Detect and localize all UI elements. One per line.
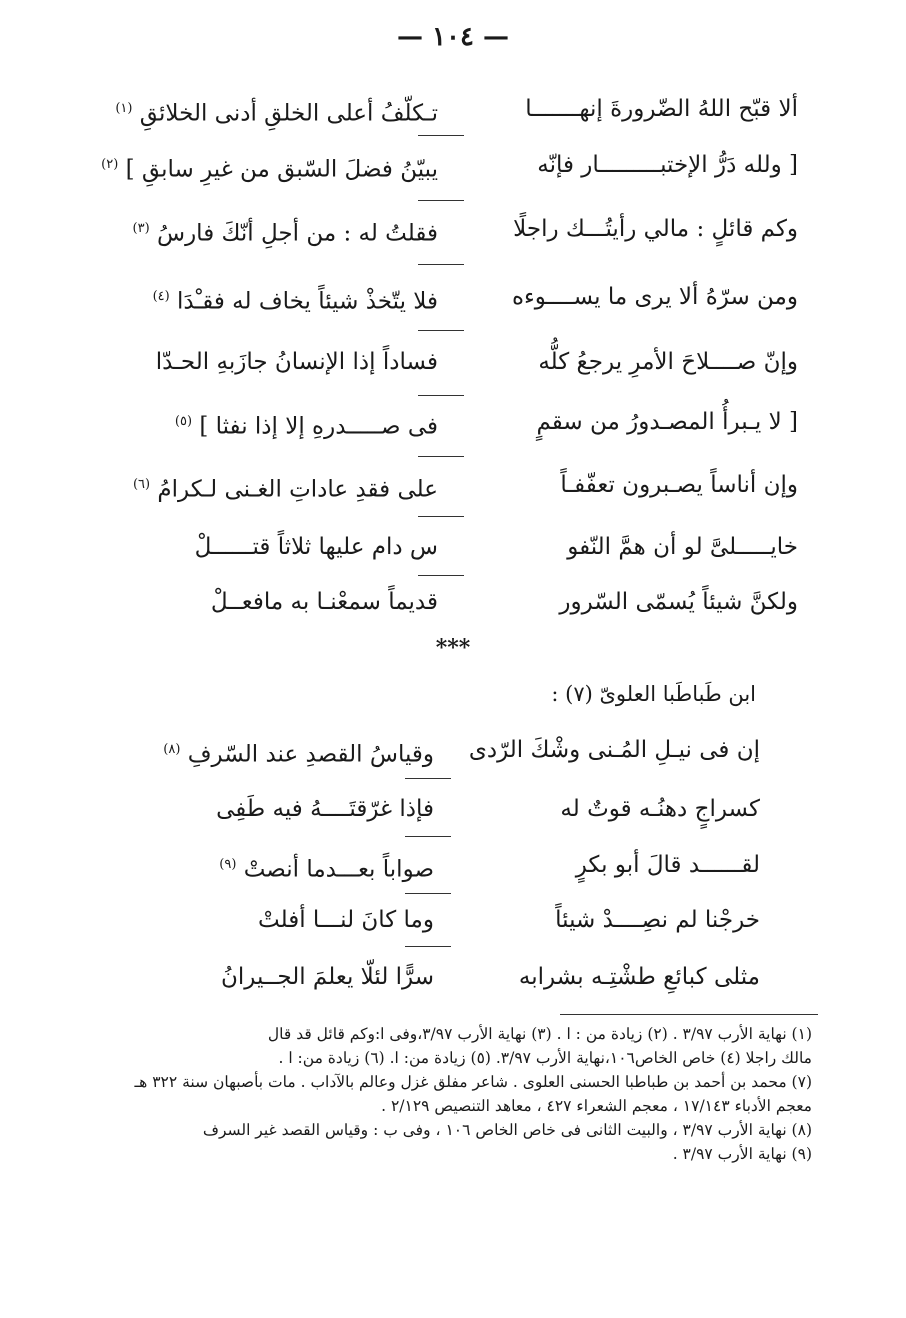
verse-line bbox=[134, 960, 760, 994]
footnote-marker: (٦) bbox=[132, 477, 151, 492]
second-hemistich bbox=[134, 792, 434, 826]
second-hemistich bbox=[118, 585, 438, 619]
second-hemistich-text: فلا يتّخذْ شيئاً يخاف له فقـْدَا bbox=[177, 288, 438, 315]
footnote-marker: (٥) bbox=[174, 414, 193, 429]
first-hemistich: مثلى كبائعِ طشْتِـه بشرابه bbox=[518, 964, 760, 990]
first-hemistich: وإن أناساً يصـبرون تعفّفـاً bbox=[560, 472, 798, 498]
first-hemistich: كسراجٍ دهنُـه قوتٌ له bbox=[560, 796, 760, 822]
second-hemistich-text: قديماً سمعْنـا به مافعــلْ bbox=[210, 589, 438, 615]
second-hemistich-text: وما كانَ لنـــا أفلتْ bbox=[258, 907, 434, 933]
verse-separator bbox=[418, 330, 464, 331]
verse-line bbox=[118, 405, 798, 444]
footnote-marker: (٣) bbox=[132, 221, 150, 236]
footnote-marker: (٤) bbox=[152, 289, 170, 304]
second-hemistich bbox=[115, 92, 438, 131]
verse-line bbox=[118, 585, 798, 619]
section-separator: *** bbox=[435, 635, 471, 661]
verse-separator bbox=[418, 456, 464, 457]
first-hemistich: خايـــــلىَّ لو أن همَّ النّفو bbox=[567, 534, 798, 560]
second-hemistich-text: فساداً إذا الإنسانُ جازَبهِ الحـدّا bbox=[155, 349, 438, 375]
page-number: — ١٠٤ — bbox=[396, 22, 510, 52]
second-hemistich bbox=[118, 530, 438, 564]
footnote-marker: (٩) bbox=[219, 857, 237, 872]
second-hemistich-text: سرًّا لئلّا يعلمَ الجــيرانُ bbox=[220, 964, 434, 990]
second-hemistich-text: صواباً بعـــدما أنصتْ bbox=[243, 856, 434, 883]
footnote-marker: (١) bbox=[115, 101, 133, 116]
second-hemistich bbox=[118, 405, 438, 444]
first-hemistich: [ ولله دَرُّ الإختبـــــــــار فإنّه bbox=[537, 152, 798, 178]
verse-line bbox=[101, 148, 798, 187]
verse-separator bbox=[405, 946, 451, 947]
second-hemistich bbox=[134, 903, 434, 937]
verse-separator bbox=[418, 200, 464, 201]
second-hemistich bbox=[134, 733, 434, 772]
first-hemistich: ومن سرّهُ ألا يرى ما يســــوءه bbox=[511, 284, 798, 310]
footnotes bbox=[70, 1022, 812, 1166]
verse-line bbox=[134, 848, 760, 887]
verse-line bbox=[134, 792, 760, 826]
footnote-marker: (٨) bbox=[163, 742, 181, 757]
second-hemistich-text: يبيّنُ فضلَ السّبق من غيرِ سابقِ ] bbox=[125, 156, 438, 183]
second-hemistich bbox=[118, 212, 438, 251]
first-hemistich: لقــــــد قالَ أبو بكرٍ bbox=[575, 852, 760, 878]
verse-separator bbox=[405, 778, 451, 779]
verse-line bbox=[118, 345, 798, 379]
second-hemistich bbox=[134, 960, 434, 994]
verse-separator bbox=[418, 264, 464, 265]
second-hemistich bbox=[134, 848, 434, 887]
verse-separator bbox=[405, 893, 451, 894]
footnote-line: مالك راجلا (٤) خاص الخاص١٠٦،نهاية الأرب ٣/٩٧. (٥) زيادة من: ا. (٦) زيادة من: ا . bbox=[278, 1049, 812, 1067]
second-hemistich-text: فإذا غرّقتَــــهُ فيه طَفِى bbox=[216, 796, 434, 822]
second-hemistich bbox=[101, 148, 438, 187]
verse-line bbox=[134, 733, 760, 772]
verse-separator bbox=[405, 836, 451, 837]
second-hemistich-text: س دام عليها ثلاثاً قتــــــلْ bbox=[194, 534, 438, 560]
verse-separator bbox=[418, 516, 464, 517]
first-hemistich: [ لا يـبرأُ المصـدورُ من سقمٍ bbox=[536, 409, 798, 435]
first-hemistich: وكم قائلٍ : مالي رأيتُـــك راجلًا bbox=[513, 216, 798, 242]
second-hemistich-text: تـكلّفُ أعلى الخلقِ أدنى الخلائقِ bbox=[139, 100, 438, 127]
footnote-line: (٨) نهاية الأرب ٣/٩٧ ، والبيت الثانى فى خاص الخاص ١٠٦ ، وفى ب : وقياس القصد غير السرف bbox=[202, 1121, 812, 1139]
first-hemistich: إن فى نيـلِ المُـنى وشْكَ الرّدى bbox=[468, 737, 760, 763]
second-hemistich-text: وقياسُ القصدِ عند السّرفِ bbox=[187, 741, 434, 768]
first-hemistich: ولكنَّ شيئاً يُسمّى السّرور bbox=[559, 589, 798, 615]
verse-line bbox=[115, 92, 798, 131]
verse-separator bbox=[418, 575, 464, 576]
footnote-line: (١) نهاية الأرب ٣/٩٧ . (٢) زيادة من : ا . (٣) نهاية الأرب ٣/٩٧،وفى ا:وكم قائل قد قال bbox=[267, 1025, 812, 1043]
second-hemistich-text: فى صـــــدرهِ إلا إذا نفثا ] bbox=[199, 413, 438, 440]
author-heading: ابن طَباطَبا العلوىّ (٧) : bbox=[551, 682, 756, 706]
verse-line bbox=[118, 212, 798, 251]
second-hemistich-text: فقلتُ له : من أجلِ أنّكَ فارسُ bbox=[157, 220, 438, 247]
second-hemistich bbox=[118, 468, 438, 507]
footnote-marker: (٢) bbox=[101, 157, 119, 172]
footnote-rule bbox=[560, 1014, 818, 1015]
first-hemistich: وإنّ صــــلاحَ الأمرِ يرجعُ كلُّه bbox=[538, 349, 798, 375]
first-hemistich: ألا قبّح اللهُ الضّرورةَ إنهـــــــا bbox=[525, 96, 798, 122]
verse-separator bbox=[418, 395, 464, 396]
verse-separator bbox=[418, 135, 464, 136]
verse-line bbox=[118, 530, 798, 564]
footnote-line: (٧) محمد بن أحمد بن طباطبا الحسنى العلوى . شاعر مفلق غزل وعالم بالآداب . مات بأصبهان سنة ٣٢٢ هـ bbox=[134, 1073, 812, 1091]
second-hemistich-text: على فقدِ عاداتِ الغـنى لـكرامُ bbox=[157, 476, 438, 503]
footnote-line: معجم الأدباء ١٧/١٤٣ ، معجم الشعراء ٤٢٧ ، معاهد التنصيص ٢/١٢٩ . bbox=[381, 1097, 812, 1115]
first-hemistich: خرجْنا لم نصِــــدْ شيئاً bbox=[555, 907, 760, 933]
second-hemistich bbox=[118, 345, 438, 379]
second-hemistich bbox=[118, 280, 438, 319]
verse-line bbox=[118, 280, 798, 319]
footnote-line: (٩) نهاية الأرب ٣/٩٧ . bbox=[672, 1145, 812, 1163]
verse-line bbox=[118, 468, 798, 507]
verse-line bbox=[134, 903, 760, 937]
